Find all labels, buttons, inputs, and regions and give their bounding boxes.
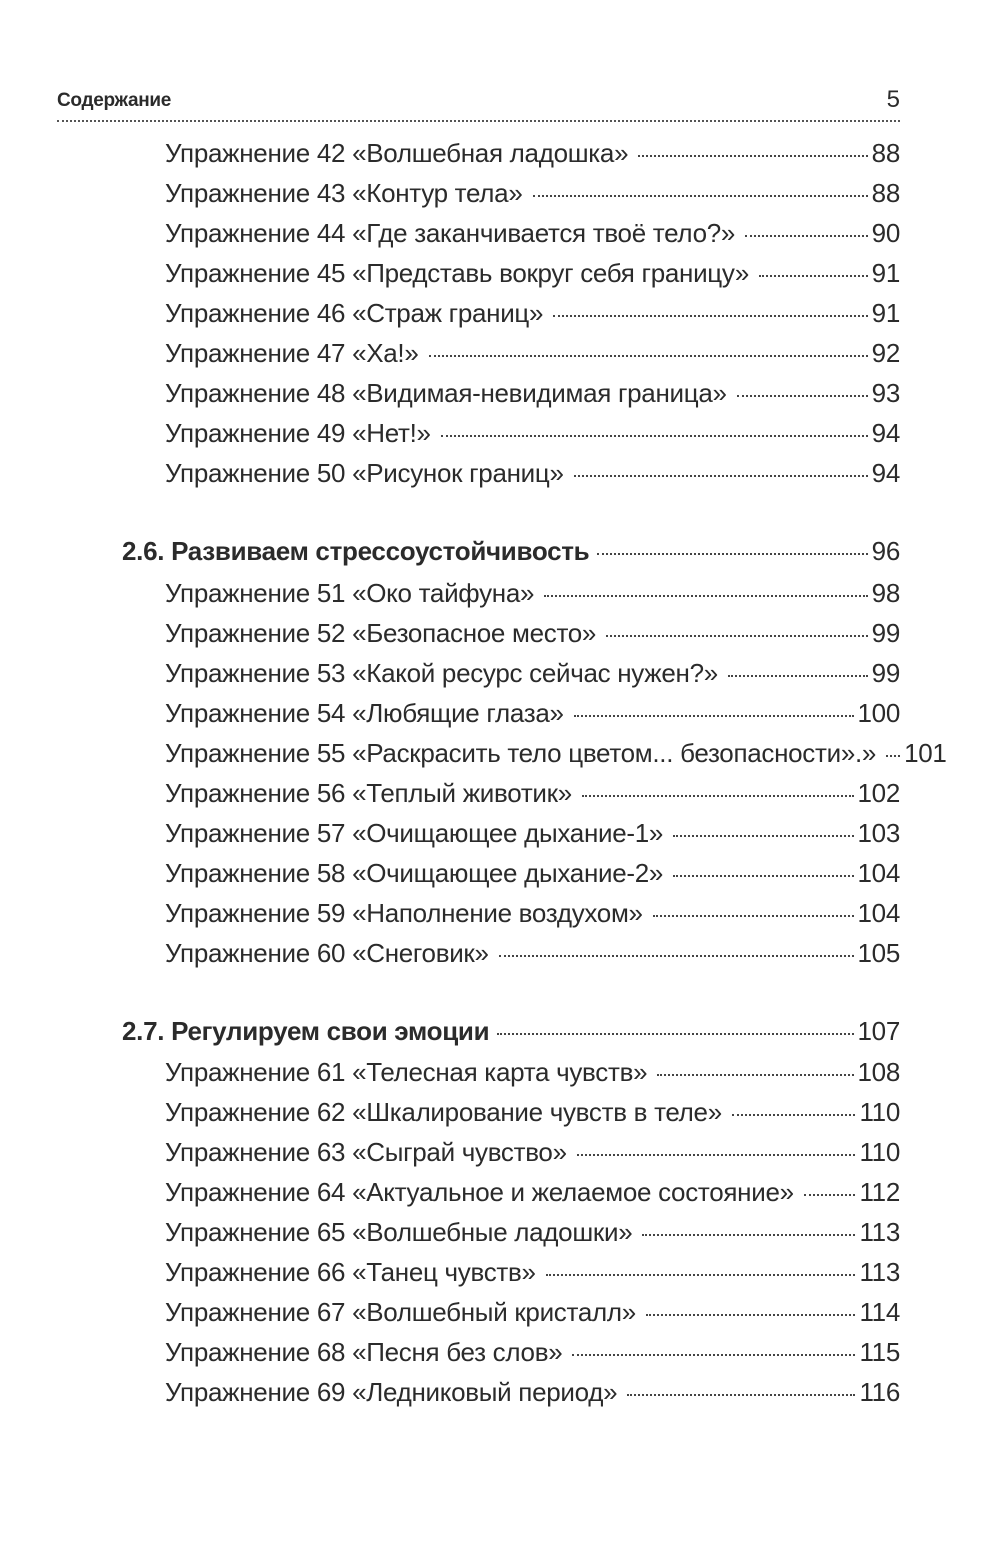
toc-entry <box>165 698 900 738</box>
toc-entry-title: Упражнение 45 «Представь вокруг себя границу» <box>165 258 750 288</box>
dot-leader <box>627 1394 855 1396</box>
toc-entry <box>165 1257 900 1297</box>
dot-leader <box>553 315 867 317</box>
toc-entry-title: Упражнение 56 «Теплый животик» <box>165 778 572 808</box>
dot-leader <box>745 235 868 237</box>
toc-entry-page: 92 <box>871 338 900 368</box>
toc-entry <box>165 658 900 698</box>
toc-entry-page: 100 <box>857 698 900 728</box>
toc-entry <box>165 1057 900 1097</box>
toc-entry <box>165 618 900 658</box>
toc-entry-title: Упражнение 59 «Наполнение воздухом» <box>165 898 643 928</box>
toc-entry <box>165 1177 900 1217</box>
toc-entry-page: 110 <box>859 1137 900 1167</box>
toc-entry <box>165 338 900 378</box>
toc-section-entry <box>122 1016 900 1056</box>
toc-entry-page: 94 <box>871 418 900 448</box>
toc-entry-page: 99 <box>871 618 900 648</box>
toc-entry <box>165 1097 900 1137</box>
toc-entry-title: Упражнение 55 «Раскрасить тело цветом... безопасности».» <box>165 738 877 768</box>
dot-leader <box>533 195 868 197</box>
toc-entry-page: 104 <box>857 858 900 888</box>
toc-entry-page: 105 <box>857 938 900 968</box>
dot-leader <box>441 435 868 437</box>
toc-entry-page: 102 <box>857 778 900 808</box>
toc-entry-page: 107 <box>857 1016 900 1046</box>
toc-section-entry <box>122 536 900 576</box>
dot-leader <box>653 915 854 917</box>
toc-entry-page: 113 <box>859 1217 900 1247</box>
toc-entry-page: 104 <box>857 898 900 928</box>
toc-entry <box>165 938 900 978</box>
toc-entry <box>165 418 900 458</box>
toc-entry-page: 88 <box>871 178 900 208</box>
toc-entry <box>165 818 900 858</box>
toc-entry-title: Упражнение 51 «Око тайфуна» <box>165 578 535 608</box>
toc-entry-page: 94 <box>871 458 900 488</box>
dot-leader <box>499 955 854 957</box>
toc-entry <box>165 218 900 258</box>
toc-entry-page: 108 <box>857 1057 900 1087</box>
dot-leader <box>544 595 867 597</box>
dot-leader <box>673 875 853 877</box>
dot-leader <box>732 1114 856 1116</box>
toc-entry-page: 93 <box>871 378 900 408</box>
toc-entry <box>165 1337 900 1377</box>
dot-leader <box>737 395 868 397</box>
toc-entry <box>165 898 900 938</box>
dot-leader <box>606 635 868 637</box>
toc-entry-page: 88 <box>871 138 900 168</box>
toc-entry-title: Упражнение 58 «Очищающее дыхание-2» <box>165 858 664 888</box>
dot-leader <box>657 1074 853 1076</box>
dot-leader <box>759 275 868 277</box>
toc-entry-page: 101 <box>904 738 947 768</box>
toc-entry-title: Упражнение 48 «Видимая-невидимая граница» <box>165 378 727 408</box>
toc-entry <box>165 1217 900 1257</box>
dot-leader <box>597 553 867 555</box>
toc-entry-title: Упражнение 68 «Песня без слов» <box>165 1337 563 1367</box>
toc-entry-title: Упражнение 53 «Какой ресурс сейчас нужен?» <box>165 658 718 688</box>
toc-entry-page: 98 <box>871 578 900 608</box>
dot-leader <box>804 1194 856 1196</box>
toc-entry <box>165 578 900 618</box>
toc-entry-title: 2.7. Регулируем свои эмоции <box>122 1016 490 1046</box>
toc-entry-page: 99 <box>871 658 900 688</box>
dot-leader <box>574 475 868 477</box>
toc-entry <box>165 858 900 898</box>
toc-entry <box>165 258 900 298</box>
running-header <box>57 84 900 122</box>
toc-entry-title: Упражнение 64 «Актуальное и желаемое состояние» <box>165 1177 794 1207</box>
toc-entry-page: 114 <box>859 1297 900 1327</box>
dot-leader <box>673 835 853 837</box>
toc-entry-title: Упражнение 50 «Рисунок границ» <box>165 458 564 488</box>
toc-entry <box>165 178 900 218</box>
toc-entry-title: Упражнение 49 «Нет!» <box>165 418 431 448</box>
toc-entry-title: Упражнение 61 «Телесная карта чувств» <box>165 1057 648 1087</box>
dot-leader <box>642 1234 855 1236</box>
toc-entry-page: 110 <box>859 1097 900 1127</box>
toc-entry-title: Упражнение 65 «Волшебные ладошки» <box>165 1217 633 1247</box>
dot-leader <box>429 355 868 357</box>
toc-entry-title: Упражнение 52 «Безопасное место» <box>165 618 597 648</box>
toc-entry-page: 91 <box>871 298 900 328</box>
toc-entry-title: Упражнение 47 «Ха!» <box>165 338 419 368</box>
toc-entry-title: Упражнение 63 «Сыграй чувство» <box>165 1137 567 1167</box>
toc-entry <box>165 1137 900 1177</box>
toc-entry-title: 2.6. Развиваем стрессоустойчивость <box>122 536 590 566</box>
toc-entry-page: 96 <box>871 536 900 566</box>
toc-entry <box>165 298 900 338</box>
toc-entry-title: Упражнение 42 «Волшебная ладошка» <box>165 138 629 168</box>
dot-leader <box>646 1314 856 1316</box>
toc-entry-title: Упражнение 60 «Снеговик» <box>165 938 489 968</box>
toc-entry <box>165 1377 900 1417</box>
toc-entry-page: 115 <box>859 1337 900 1367</box>
toc-entry <box>165 1297 900 1337</box>
toc-entry-page: 103 <box>857 818 900 848</box>
toc-entry <box>165 738 947 778</box>
toc-entry-title: Упражнение 43 «Контур тела» <box>165 178 523 208</box>
header-page-number: 5 <box>886 86 900 113</box>
dot-leader <box>728 675 868 677</box>
header-title: Содержание <box>57 90 172 111</box>
dot-leader <box>577 1154 856 1156</box>
toc-entry-page: 116 <box>859 1377 900 1407</box>
toc-entry-title: Упражнение 57 «Очищающее дыхание-1» <box>165 818 664 848</box>
toc-entry-page: 90 <box>871 218 900 248</box>
toc-entry <box>165 778 900 818</box>
dot-leader <box>574 715 854 717</box>
toc-entry <box>165 378 900 418</box>
dot-leader <box>886 755 900 757</box>
toc-entry-title: Упражнение 44 «Где заканчивается твоё тело?» <box>165 218 736 248</box>
toc-entry <box>165 138 900 178</box>
dot-leader <box>497 1033 853 1035</box>
toc-entry-page: 112 <box>859 1177 900 1207</box>
toc-entry-page: 91 <box>871 258 900 288</box>
toc-entry-title: Упражнение 69 «Ледниковый период» <box>165 1377 618 1407</box>
toc-entry <box>165 458 900 498</box>
dot-leader <box>582 795 854 797</box>
toc-entry-title: Упражнение 46 «Страж границ» <box>165 298 544 328</box>
toc-entry-title: Упражнение 66 «Танец чувств» <box>165 1257 536 1287</box>
toc-entry-page: 113 <box>859 1257 900 1287</box>
toc-entry-title: Упражнение 67 «Волшебный кристалл» <box>165 1297 636 1327</box>
dot-leader <box>546 1274 856 1276</box>
toc-entry-title: Упражнение 54 «Любящие глаза» <box>165 698 564 728</box>
dot-leader <box>638 155 867 157</box>
toc-entry-title: Упражнение 62 «Шкалирование чувств в теле» <box>165 1097 722 1127</box>
dot-leader <box>572 1354 855 1356</box>
